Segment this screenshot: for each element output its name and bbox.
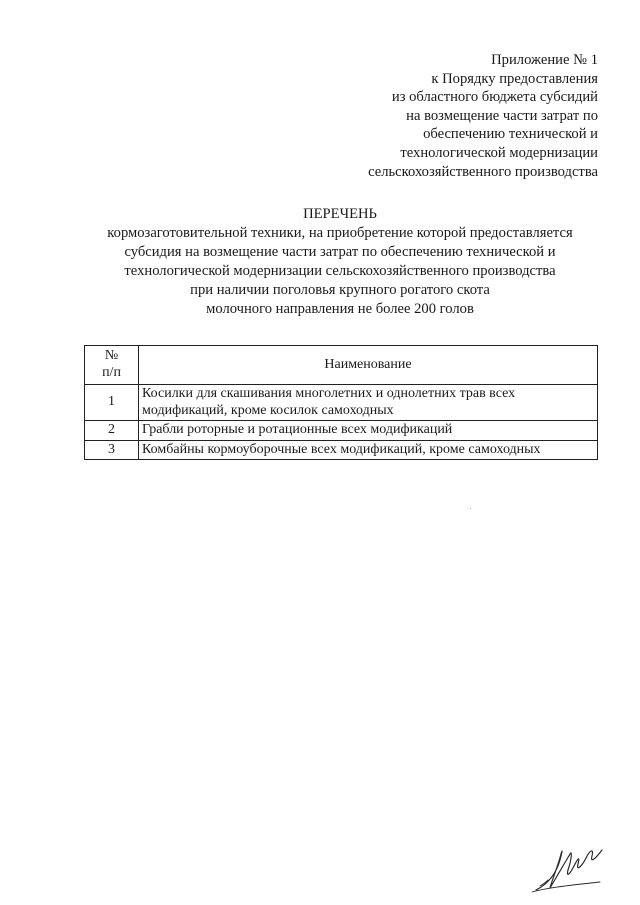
row-number: 1 bbox=[85, 385, 139, 421]
heading-line: при наличии поголовья крупного рогатого скота bbox=[190, 282, 490, 298]
appendix-block bbox=[368, 51, 598, 181]
row-name-line: Косилки для скашивания многолетних и однолетних трав всех bbox=[142, 386, 516, 401]
heading-line: технологической модернизации сельскохозяйственного производства bbox=[124, 263, 556, 279]
heading-line: субсидия на возмещение части затрат по обеспечению технической и bbox=[124, 244, 556, 260]
header-number-abbr: п/п bbox=[102, 364, 121, 380]
appendix-line: технологической модернизации bbox=[400, 144, 598, 161]
appendix-line: к Порядку предоставления bbox=[431, 70, 598, 87]
table-row bbox=[85, 385, 598, 421]
row-name-line: Комбайны кормоуборочные всех модификаций, кроме самоходных bbox=[142, 441, 541, 457]
row-name bbox=[139, 385, 598, 421]
table-header-row bbox=[85, 346, 598, 385]
document-title: ПЕРЕЧЕНЬ bbox=[303, 206, 377, 222]
appendix-line: обеспечению технической и bbox=[423, 126, 598, 143]
scan-speck bbox=[470, 508, 471, 509]
appendix-line: на возмещение части затрат по bbox=[406, 107, 598, 124]
heading-line: кормозаготовительной техники, на приобретение которой предоставляется bbox=[107, 225, 573, 241]
appendix-line: Приложение № 1 bbox=[491, 52, 598, 68]
header-number-symbol: № bbox=[104, 348, 119, 363]
equipment-table bbox=[84, 345, 598, 460]
appendix-line: сельскохозяйственного производства bbox=[368, 163, 598, 180]
row-number: 3 bbox=[85, 440, 139, 460]
row-name bbox=[139, 440, 598, 460]
table-row bbox=[85, 421, 598, 441]
header-name: Наименование bbox=[139, 346, 598, 385]
row-number: 2 bbox=[85, 421, 139, 441]
handwritten-signature bbox=[530, 840, 610, 895]
table-row bbox=[85, 440, 598, 460]
document-heading bbox=[0, 205, 640, 319]
row-name bbox=[139, 421, 598, 441]
row-name-line: Грабли роторные и ротационные всех модификаций bbox=[142, 422, 453, 437]
row-name-line: модификаций, кроме косилок самоходных bbox=[142, 402, 394, 418]
appendix-line: из областного бюджета субсидий bbox=[391, 89, 598, 106]
heading-line: молочного направления не более 200 голов bbox=[206, 301, 474, 317]
header-number bbox=[85, 346, 139, 385]
